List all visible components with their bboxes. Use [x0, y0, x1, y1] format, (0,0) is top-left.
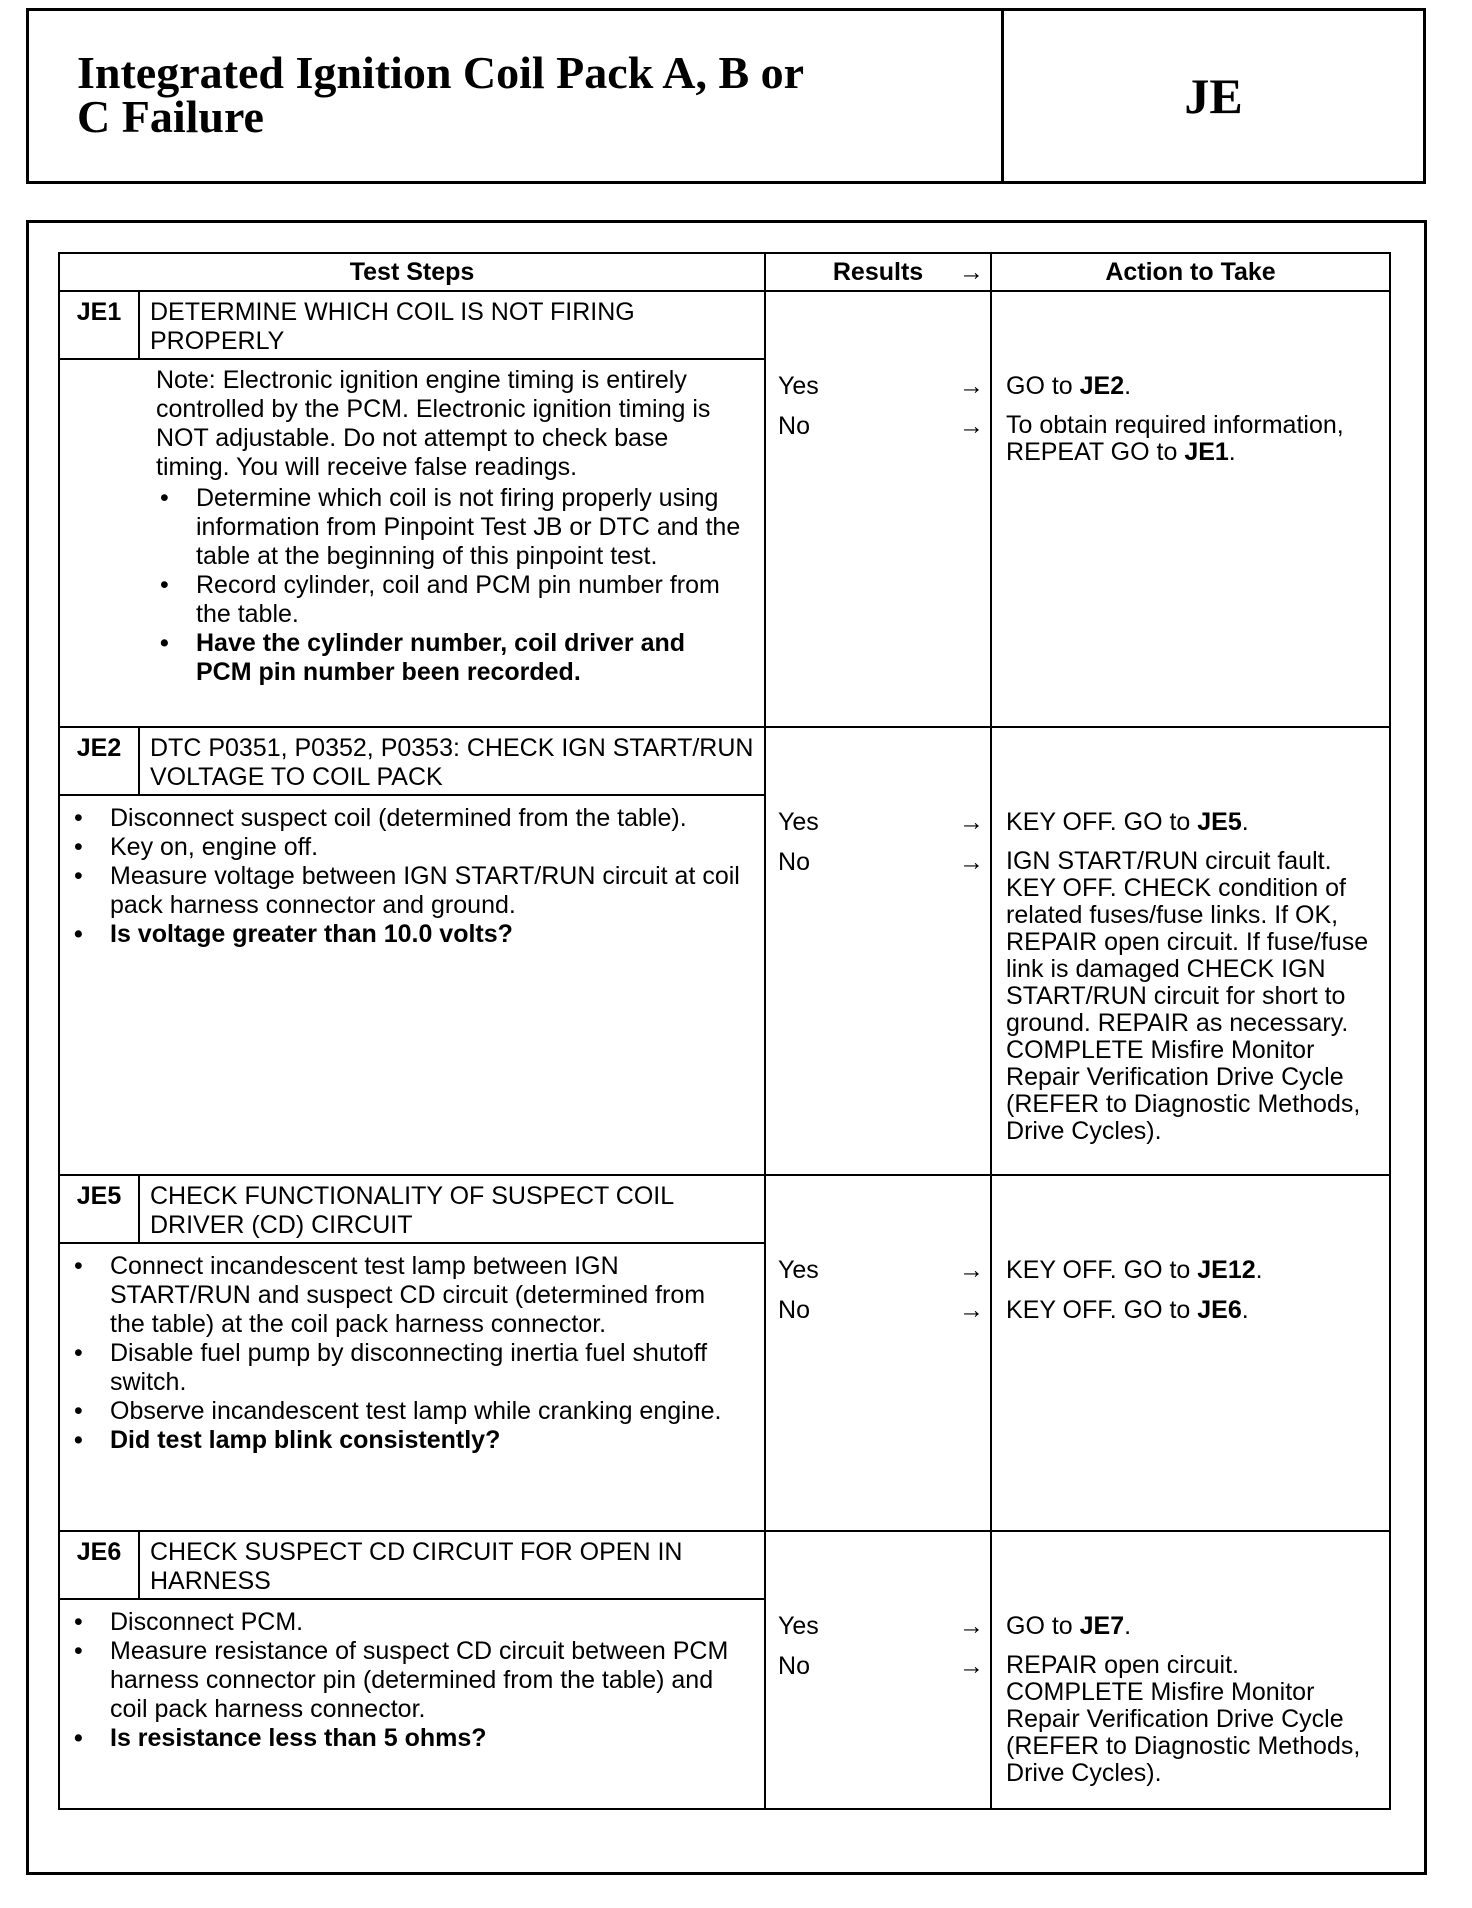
action-cell	[991, 727, 1390, 1175]
result-no: No	[778, 848, 810, 876]
page-header	[26, 8, 1426, 184]
action-yes: GO to JE7.	[1006, 1612, 1132, 1640]
arrow-icon: →	[959, 848, 985, 876]
section-code: JE	[1184, 68, 1243, 124]
action-yes: KEY OFF. GO to JE12.	[1006, 1256, 1263, 1284]
arrow-icon: →	[959, 808, 985, 836]
action-yes: GO to JE2.	[1006, 372, 1132, 400]
header-results-label: Results	[832, 257, 924, 286]
result-no: No	[778, 412, 810, 440]
table-header-row	[59, 253, 1390, 291]
action-cell	[991, 1175, 1390, 1531]
arrow-icon: →	[959, 1612, 985, 1640]
list-item: • Observe incandescent test lamp while cranking engine.	[110, 1397, 744, 1426]
title-line-1: Integrated Ignition Coil Pack A, B or	[77, 47, 805, 98]
step-list	[156, 484, 744, 687]
list-item: • Measure resistance of suspect CD circuit between PCM harness connector pin (determined from the table) and coil pack harness connector.	[110, 1637, 744, 1724]
list-item: • Disable fuel pump by disconnecting inertia fuel shutoff switch.	[110, 1339, 744, 1397]
step-id: JE5	[59, 1175, 139, 1243]
arrow-icon: →	[959, 412, 985, 440]
action-cell	[991, 291, 1390, 727]
action-yes: KEY OFF. GO to JE5.	[1006, 808, 1249, 836]
step-body	[59, 1599, 765, 1809]
result-no: No	[778, 1296, 810, 1324]
list-item: • Disconnect suspect coil (determined from the table).	[110, 804, 744, 833]
step-title: CHECK SUSPECT CD CIRCUIT FOR OPEN IN HARNESS	[139, 1531, 765, 1599]
action-no: REPAIR open circuit. COMPLETE Misfire Monitor Repair Verification Drive Cycle (REFER to Diagnostic Methods, Drive Cycles).	[1006, 1651, 1361, 1787]
arrow-icon: →	[959, 258, 985, 286]
list-item: • Connect incandescent test lamp between IGN START/RUN and suspect CD circuit (determined from the table) at the coil pack harness connector.	[110, 1252, 744, 1339]
results-cell	[765, 291, 991, 727]
table-row	[59, 1531, 1390, 1599]
header-test-steps: Test Steps	[59, 253, 765, 291]
header-action: Action to Take	[991, 253, 1390, 291]
step-title: DETERMINE WHICH COIL IS NOT FIRING PROPERLY	[139, 291, 765, 359]
action-no: To obtain required information, REPEAT GO to JE1.	[1006, 411, 1344, 466]
step-list	[70, 1252, 744, 1455]
arrow-icon: →	[959, 1652, 985, 1680]
step-list	[70, 1608, 744, 1753]
step-id: JE2	[59, 727, 139, 795]
action-no: KEY OFF. GO to JE6.	[1006, 1296, 1249, 1324]
result-yes: Yes	[778, 372, 819, 400]
list-item: • Disconnect PCM.	[110, 1608, 744, 1637]
result-no: No	[778, 1652, 810, 1680]
arrow-icon: →	[959, 372, 985, 400]
action-cell	[991, 1531, 1390, 1809]
arrow-icon: →	[959, 1296, 985, 1324]
page-title	[29, 11, 1004, 181]
step-body	[59, 1243, 765, 1531]
step-id: JE1	[59, 291, 139, 359]
table-row	[59, 727, 1390, 795]
list-item: • Is resistance less than 5 ohms?	[110, 1724, 744, 1753]
header-results	[765, 253, 991, 291]
result-yes: Yes	[778, 808, 819, 836]
result-yes: Yes	[778, 1256, 819, 1284]
list-item: • Key on, engine off.	[110, 833, 744, 862]
table-row	[59, 1175, 1390, 1243]
step-body	[59, 795, 765, 1175]
table-row	[59, 291, 1390, 359]
step-title: DTC P0351, P0352, P0353: CHECK IGN START/RUN VOLTAGE TO COIL PACK	[139, 727, 765, 795]
list-item: • Did test lamp blink consistently?	[110, 1426, 744, 1455]
title-line-2: C Failure	[77, 91, 264, 142]
step-list	[70, 804, 744, 949]
action-no: IGN START/RUN circuit fault. KEY OFF. CHECK condition of related fuses/fuse links. If OK, REPAIR open circuit. If fuse/fuse link is damaged CHECK IGN START/RUN circuit for short to ground. REPAIR as necessary. COMPLETE Misfire Monitor Repair Verification Drive Cycle (REFER to Diagnostic Methods, Drive Cycles).	[1006, 847, 1369, 1145]
list-item: • Is voltage greater than 10.0 volts?	[110, 920, 744, 949]
result-yes: Yes	[778, 1612, 819, 1640]
list-item: • Record cylinder, coil and PCM pin number from the table.	[196, 571, 744, 629]
step-body	[59, 359, 765, 727]
diagnostic-table	[58, 252, 1391, 1810]
list-item: • Have the cylinder number, coil driver and PCM pin number been recorded.	[196, 629, 744, 687]
step-id: JE6	[59, 1531, 139, 1599]
arrow-icon: →	[959, 1256, 985, 1284]
list-item: • Measure voltage between IGN START/RUN circuit at coil pack harness connector and ground.	[110, 862, 744, 920]
step-note: Note: Electronic ignition engine timing is entirely controlled by the PCM. Electronic ignition timing is NOT adjustable. Do not attempt to check base timing. You will receive false readings.	[156, 366, 711, 481]
results-cell	[765, 1175, 991, 1531]
step-title: CHECK FUNCTIONALITY OF SUSPECT COIL DRIVER (CD) CIRCUIT	[139, 1175, 765, 1243]
results-cell	[765, 1531, 991, 1809]
list-item: • Determine which coil is not firing properly using information from Pinpoint Test JB or DTC and the table at the beginning of this pinpoint test.	[196, 484, 744, 571]
results-cell	[765, 727, 991, 1175]
